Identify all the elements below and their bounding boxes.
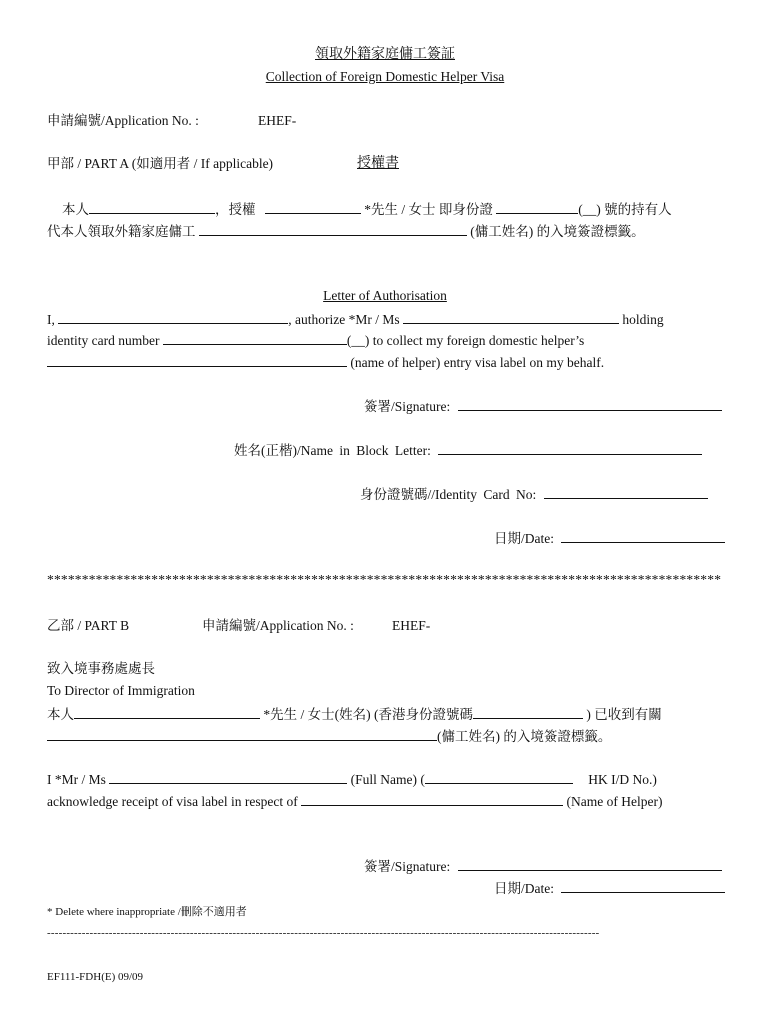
helper-name-zh-blank[interactable]: [199, 222, 467, 236]
auth-en-line-2: identity card number (__) to collect my foreign domestic helper’s: [47, 333, 585, 348]
part-b-application-no-label: 申請編號/Application No. :: [202, 618, 354, 633]
part-b-name-zh-blank[interactable]: [74, 705, 260, 719]
part-b-hkid-zh-blank[interactable]: [473, 705, 583, 719]
part-a-id-card-row: 身份證號碼//Identity Card No:: [360, 485, 708, 504]
part-b-application-no-prefix: EHEF-: [392, 618, 431, 633]
authorised-person-en-blank[interactable]: [403, 310, 619, 324]
part-a-date-blank[interactable]: [561, 529, 725, 543]
authorisation-title-zh: 授權書: [357, 156, 399, 171]
authorisation-title-en: Letter of Authorisation: [323, 288, 447, 303]
identity-card-number-blank[interactable]: [163, 331, 347, 345]
helper-name-en-blank[interactable]: [47, 353, 347, 367]
part-b-date-row: 日期/Date:: [494, 879, 725, 898]
auth-en-line-3: (name of helper) entry visa label on my behalf.: [47, 353, 604, 372]
ack-en-line-2: acknowledge receipt of visa label in respect of (Name of Helper): [47, 794, 663, 809]
application-no-prefix: EHEF-: [258, 113, 297, 128]
title-en: Collection of Foreign Domestic Helper Visa: [265, 69, 505, 84]
addressee-zh: 致入境事務處處長: [47, 661, 155, 676]
dashed-divider: -----------------------------------------------------------------------------------------------------------------------------------------------: [47, 927, 600, 939]
authoriser-name-en-blank[interactable]: [58, 310, 288, 324]
part-b-label: 乙部 / PART B: [47, 618, 130, 633]
authoriser-name-blank[interactable]: [89, 200, 215, 214]
title-zh: 領取外籍家庭傭工簽証: [315, 47, 455, 62]
part-a-signature-row: 簽署/Signature:: [364, 397, 722, 416]
part-a-signature-blank[interactable]: [458, 397, 722, 411]
authorised-person-blank[interactable]: [265, 200, 361, 214]
ack-en-line-1: I *Mr / Ms (Full Name) ( HK I/D No.): [47, 772, 657, 787]
part-b-helper-name-en-blank[interactable]: [301, 792, 563, 806]
part-a-id-card-blank[interactable]: [544, 485, 708, 499]
application-no-label: 申請編號/Application No. :: [47, 113, 199, 128]
part-b-hkid-en-blank[interactable]: [425, 770, 573, 784]
ack-zh-line-1: 本人 *先生 / 女士(姓名) (香港身份證號碼 ) 已收到有關: [47, 707, 662, 722]
part-b-signature-blank[interactable]: [458, 857, 722, 871]
part-b-full-name-blank[interactable]: [109, 770, 347, 784]
footnote: * Delete where inappropriate /刪除不適用者: [47, 906, 247, 918]
part-a-label: 甲部 / PART A (如適用者 / If applicable): [47, 156, 274, 171]
part-a-block-name-row: 姓名(正楷)/Name in Block Letter:: [234, 441, 702, 460]
auth-en-line-1: I, , authorize *Mr / Ms holding: [47, 312, 664, 327]
addressee-en: To Director of Immigration: [47, 683, 195, 698]
ack-zh-line-2: (傭工姓名) 的入境簽證標籤。: [47, 727, 611, 746]
part-a-date-row: 日期/Date:: [494, 529, 725, 548]
auth-zh-line-2: 代本人領取外籍家庭傭工 (傭工姓名) 的入境簽證標籤。: [47, 224, 645, 239]
authorised-id-blank[interactable]: [496, 200, 578, 214]
part-b-helper-name-zh-blank[interactable]: [47, 727, 437, 741]
part-b-date-blank[interactable]: [561, 879, 725, 893]
form-code: EF111-FDH(E) 09/09: [47, 971, 144, 983]
section-separator: *************************************************************************************************: [47, 572, 722, 587]
part-a-block-name-blank[interactable]: [438, 441, 702, 455]
auth-zh-line-1: 本人 ，授權 *先生 / 女士 即身份證 (__) 號的持有人: [62, 202, 672, 217]
part-b-signature-row: 簽署/Signature:: [364, 857, 722, 876]
